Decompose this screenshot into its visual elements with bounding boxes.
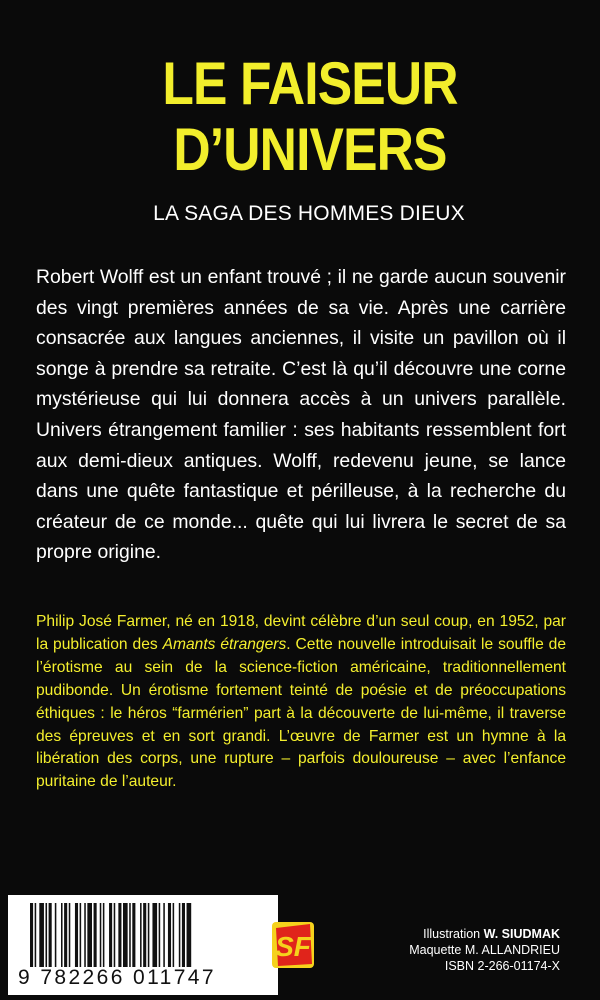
barcode-bar <box>80 903 82 967</box>
illustration-credit <box>360 926 560 942</box>
barcode-bar <box>35 903 37 967</box>
barcode-bar <box>64 903 67 967</box>
barcode-bar <box>75 903 78 967</box>
barcode-bar <box>109 903 112 967</box>
barcode-bars <box>30 903 258 967</box>
bio-text-start: Philip José Farmer, né en 1918, devint célèbre d’un seul coup, en 1952, par la publication des <box>36 613 566 653</box>
barcode-bar <box>140 903 142 967</box>
barcode-bar <box>163 903 165 967</box>
barcode-bar <box>46 903 48 967</box>
barcode-bar <box>87 903 92 967</box>
barcode-bar <box>61 903 63 967</box>
barcode-number: 9 782266 011747 <box>18 966 216 989</box>
barcode-bar <box>182 903 185 967</box>
title-line-1: LE FAISEUR <box>162 50 458 117</box>
illustration-label: Illustration <box>423 927 484 941</box>
barcode <box>8 895 278 995</box>
barcode-bar <box>84 903 86 967</box>
barcode-bar <box>152 903 157 967</box>
barcode-bar <box>103 903 105 967</box>
barcode-bar <box>39 903 44 967</box>
maquette-credit: Maquette M. ALLANDRIEU <box>409 943 560 957</box>
illustrator-name: W. SIUDMAK <box>483 927 560 941</box>
bio-book-title: Amants étrangers <box>162 635 287 653</box>
barcode-bar <box>143 903 146 967</box>
barcode-bar <box>168 903 171 967</box>
isbn: ISBN 2-266-01174-X <box>444 959 560 973</box>
barcode-bar <box>69 903 71 967</box>
sf-logo-text: SF <box>275 931 311 962</box>
barcode-bar <box>100 903 102 967</box>
title-line-2: D’UNIVERS <box>173 116 447 183</box>
barcode-bar <box>55 903 57 967</box>
barcode-bar <box>148 903 150 967</box>
barcode-bar <box>129 903 131 967</box>
barcode-bar <box>118 903 121 967</box>
credits <box>360 926 560 974</box>
barcode-bar <box>179 903 181 967</box>
barcode-bar <box>123 903 128 967</box>
barcode-bar <box>132 903 135 967</box>
barcode-bar <box>114 903 116 967</box>
author-bio-paragraph <box>36 611 566 794</box>
barcode-bar <box>173 903 175 967</box>
barcode-bar <box>187 903 192 967</box>
bio-text-end: . Cette nouvelle introduisait le souffle de l’érotisme au sein de la science-fiction américaine, traditionnellement pudibonde. Un érotisme fortement teinté de poésie et de préoccupations éthiques : le héros “farmérien” part à la découverte de lui-même, il traverse des épreuves et en sort grandi. L’œuvre de Farmer est un hymne à la libération des corps, une rupture – parfois douloureuse – avec l’enfance puritaine de l’auteur. <box>36 635 567 791</box>
sf-collection-logo <box>270 920 316 970</box>
barcode-bar <box>159 903 161 967</box>
synopsis-paragraph: Robert Wolff est un enfant trouvé ; il ne garde aucun souvenir des vingt premières années de sa vie. Après une carrière consacrée aux langues anciennes, il visite un pavillon où il songe à prendre sa retraite. C’est là qu’il découvre une corne mystérieuse qui lui donnera accès à un univers parallèle. Univers étrangement familier : ses habitants ressemblent fort aux demi-dieux antiques. Wolff, redevenu jeune, se lance dans une quête fantastique et périlleuse, à la recherche du créateur de ce monde... quête qui lui livrera le secret de sa propre origine. <box>36 266 566 564</box>
barcode-bar <box>94 903 97 967</box>
series-subtitle: LA SAGA DES HOMMES DIEUX <box>153 202 465 225</box>
barcode-bar <box>30 903 33 967</box>
barcode-bar <box>49 903 52 967</box>
